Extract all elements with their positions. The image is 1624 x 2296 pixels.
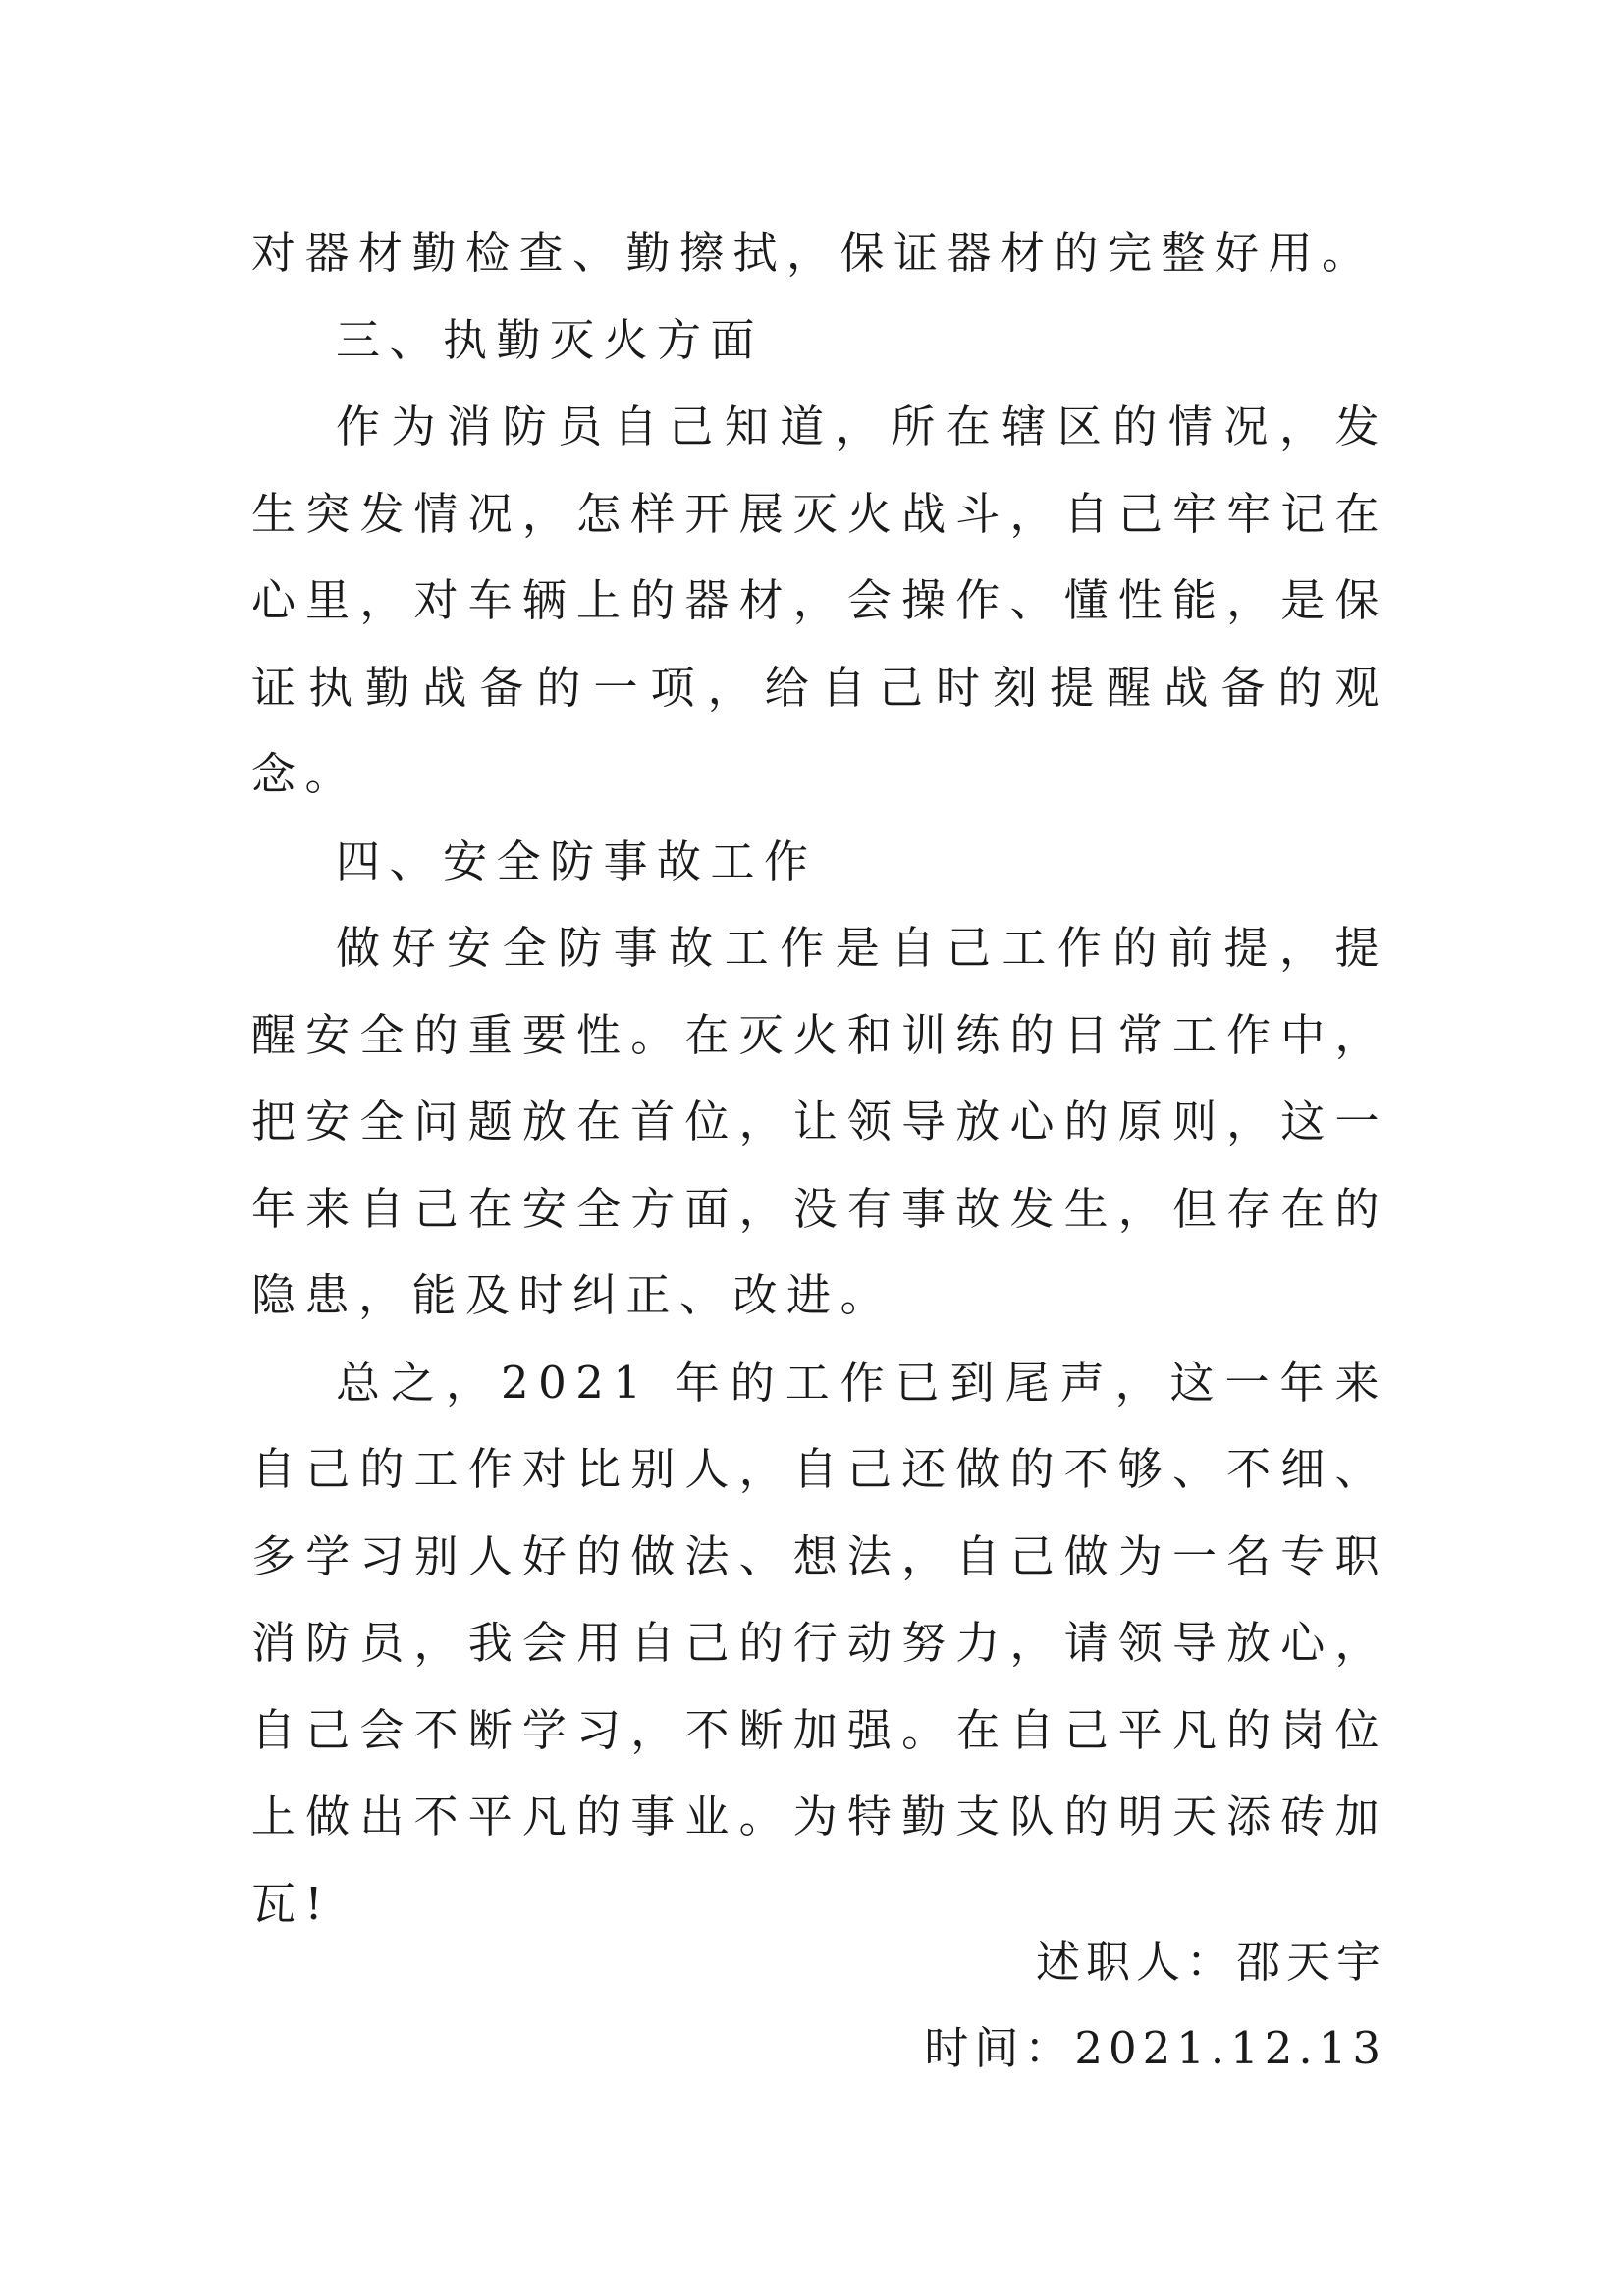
section-heading-firefighting-duty: 三、执勤灭火方面 xyxy=(336,313,765,366)
signature-block xyxy=(924,1919,1386,2092)
document-body xyxy=(251,210,1388,1948)
author-line: 述职人：邵天宇 xyxy=(1035,1936,1386,1988)
paragraph-conclusion: 总之，2021 年的工作已到尾声，这一年来自己的工作对比别人，自己还做的不够、不细、多学习别人好的做法、想法，自己做为一名专职消防员，我会用自己的行动努力，请领导放心，自己会不断学习，不断加强。在自己平凡的岗位上做出不平凡的事业。为特勤支队的明天添砖加瓦! xyxy=(251,1356,1388,1930)
paragraph-firefighting-duty: 作为消防员自己知道，所在辖区的情况，发生突发情况，怎样开展灭火战斗，自己牢牢记在心里，对车辆上的器材，会操作、懂性能，是保证执勤战备的一项，给自己时刻提醒战备的观念。 xyxy=(251,400,1388,800)
paragraph-safety: 做好安全防事故工作是自己工作的前提，提醒安全的重要性。在灭火和训练的日常工作中，把安全问题放在首位，让领导放心的原则，这一年来自己在安全方面，没有事故发生，但存在的隐患，能及时纠正、改进。 xyxy=(251,922,1388,1321)
section-heading-safety: 四、安全防事故工作 xyxy=(336,834,818,887)
paragraph-continuation: 对器材勤检查、勤擦拭，保证器材的完整好用。 xyxy=(251,227,1376,279)
date-line: 时间：2021.12.13 xyxy=(924,2022,1386,2074)
